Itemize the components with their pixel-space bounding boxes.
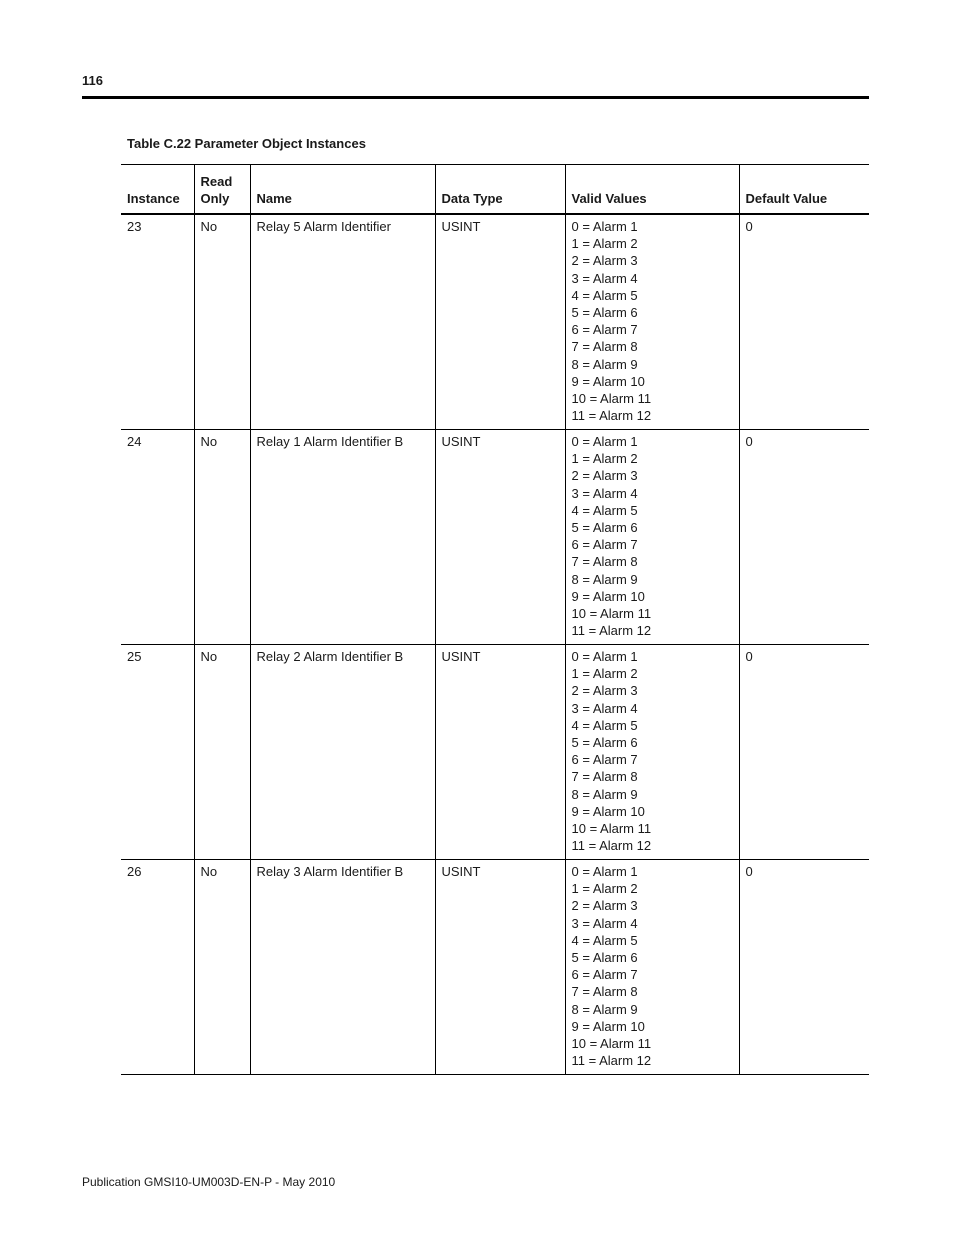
cell-instance: 24 <box>127 434 142 449</box>
valid-value-item: 8 = Alarm 9 <box>571 786 638 802</box>
valid-value-item: 5 = Alarm 6 <box>571 735 638 751</box>
cell-valid-values <box>565 430 739 645</box>
valid-value-item: 9 = Alarm 10 <box>571 373 645 389</box>
valid-value-item: 5 = Alarm 6 <box>571 520 638 536</box>
cell-instance: 26 <box>127 864 142 879</box>
valid-value-item: 2 = Alarm 3 <box>571 898 638 914</box>
valid-value-item: 3 = Alarm 4 <box>571 915 638 931</box>
valid-value-item: 4 = Alarm 5 <box>571 717 638 733</box>
valid-value-item: 8 = Alarm 9 <box>571 1001 638 1017</box>
cell-valid-values <box>565 860 739 1075</box>
cell-valid-values <box>565 214 739 430</box>
table-row <box>121 860 869 1075</box>
header-read-only-line-1: Read <box>200 174 233 189</box>
valid-value-item: 5 = Alarm 6 <box>571 305 638 321</box>
table-header-row <box>121 165 869 215</box>
cell-valid-values <box>565 645 739 860</box>
table-caption: Table C.22 Parameter Object Instances <box>127 136 366 151</box>
table-row <box>121 645 869 860</box>
valid-value-item: 8 = Alarm 9 <box>571 356 638 372</box>
valid-value-item: 10 = Alarm 11 <box>571 606 652 622</box>
header-instance: Instance <box>127 191 180 206</box>
valid-value-item: 7 = Alarm 8 <box>571 769 638 785</box>
valid-value-item: 1 = Alarm 2 <box>571 881 638 897</box>
valid-value-item: 0 = Alarm 1 <box>571 434 638 449</box>
valid-value-item: 10 = Alarm 11 <box>571 1036 652 1052</box>
cell-name: Relay 2 Alarm Identifier B <box>250 645 435 860</box>
parameter-table-container <box>121 164 869 1075</box>
valid-value-item: 4 = Alarm 5 <box>571 932 638 948</box>
cell-instance: 25 <box>127 649 142 664</box>
table-body <box>121 214 869 1075</box>
valid-value-item: 11 = Alarm 12 <box>571 623 652 639</box>
cell-name: Relay 1 Alarm Identifier B <box>250 430 435 645</box>
cell-data-type: USINT <box>435 430 565 645</box>
valid-value-item: 11 = Alarm 12 <box>571 838 652 854</box>
table-row <box>121 430 869 645</box>
valid-value-item: 0 = Alarm 1 <box>571 219 638 234</box>
valid-value-item: 3 = Alarm 4 <box>571 700 638 716</box>
valid-value-item: 3 = Alarm 4 <box>571 485 638 501</box>
valid-value-item: 2 = Alarm 3 <box>571 253 638 269</box>
valid-value-item: 9 = Alarm 10 <box>571 803 645 819</box>
parameter-object-instances-table <box>121 164 869 1075</box>
page-number: 116 <box>82 73 103 88</box>
header-data-type: Data Type <box>435 165 565 215</box>
valid-value-item: 4 = Alarm 5 <box>571 502 638 518</box>
publication-footer: Publication GMSI10-UM003D-EN-P - May 2010 <box>82 1175 336 1189</box>
valid-value-item: 3 = Alarm 4 <box>571 270 638 286</box>
cell-data-type: USINT <box>435 214 565 430</box>
header-name: Name <box>250 165 435 215</box>
valid-value-item: 7 = Alarm 8 <box>571 984 638 1000</box>
valid-value-item: 7 = Alarm 8 <box>571 339 638 355</box>
valid-value-item: 2 = Alarm 3 <box>571 468 638 484</box>
valid-value-item: 10 = Alarm 11 <box>571 391 652 407</box>
table-row <box>121 214 869 430</box>
header-read-only <box>194 165 250 215</box>
cell-name: Relay 5 Alarm Identifier <box>250 214 435 430</box>
header-default-value: Default Value <box>739 165 869 215</box>
valid-value-item: 6 = Alarm 7 <box>571 322 638 338</box>
valid-value-item: 9 = Alarm 10 <box>571 1018 645 1034</box>
valid-value-item: 1 = Alarm 2 <box>571 666 638 682</box>
valid-value-item: 4 = Alarm 5 <box>571 287 638 303</box>
valid-value-item: 1 = Alarm 2 <box>571 451 638 467</box>
valid-value-item: 5 = Alarm 6 <box>571 950 638 966</box>
valid-value-item: 7 = Alarm 8 <box>571 554 638 570</box>
header-rule <box>82 96 869 99</box>
valid-value-item: 1 = Alarm 2 <box>571 236 638 252</box>
valid-value-item: 0 = Alarm 1 <box>571 649 638 664</box>
valid-value-item: 9 = Alarm 10 <box>571 588 645 604</box>
cell-data-type: USINT <box>435 645 565 860</box>
cell-read-only: No <box>194 860 250 1075</box>
cell-read-only: No <box>194 214 250 430</box>
valid-value-item: 11 = Alarm 12 <box>571 1053 652 1069</box>
valid-value-item: 0 = Alarm 1 <box>571 864 638 879</box>
cell-default-value: 0 <box>739 860 869 1075</box>
valid-value-item: 10 = Alarm 11 <box>571 821 652 837</box>
cell-read-only: No <box>194 430 250 645</box>
valid-value-item: 6 = Alarm 7 <box>571 752 638 768</box>
valid-value-item: 6 = Alarm 7 <box>571 967 638 983</box>
cell-instance: 23 <box>127 219 142 234</box>
cell-data-type: USINT <box>435 860 565 1075</box>
valid-value-item: 11 = Alarm 12 <box>571 408 652 424</box>
valid-value-item: 6 = Alarm 7 <box>571 537 638 553</box>
cell-default-value: 0 <box>739 645 869 860</box>
valid-value-item: 8 = Alarm 9 <box>571 571 638 587</box>
cell-read-only: No <box>194 645 250 860</box>
cell-default-value: 0 <box>739 214 869 430</box>
cell-default-value: 0 <box>739 430 869 645</box>
valid-value-item: 2 = Alarm 3 <box>571 683 638 699</box>
cell-name: Relay 3 Alarm Identifier B <box>250 860 435 1075</box>
header-read-only-line-2: Only <box>200 191 230 206</box>
header-valid-values: Valid Values <box>565 165 739 215</box>
